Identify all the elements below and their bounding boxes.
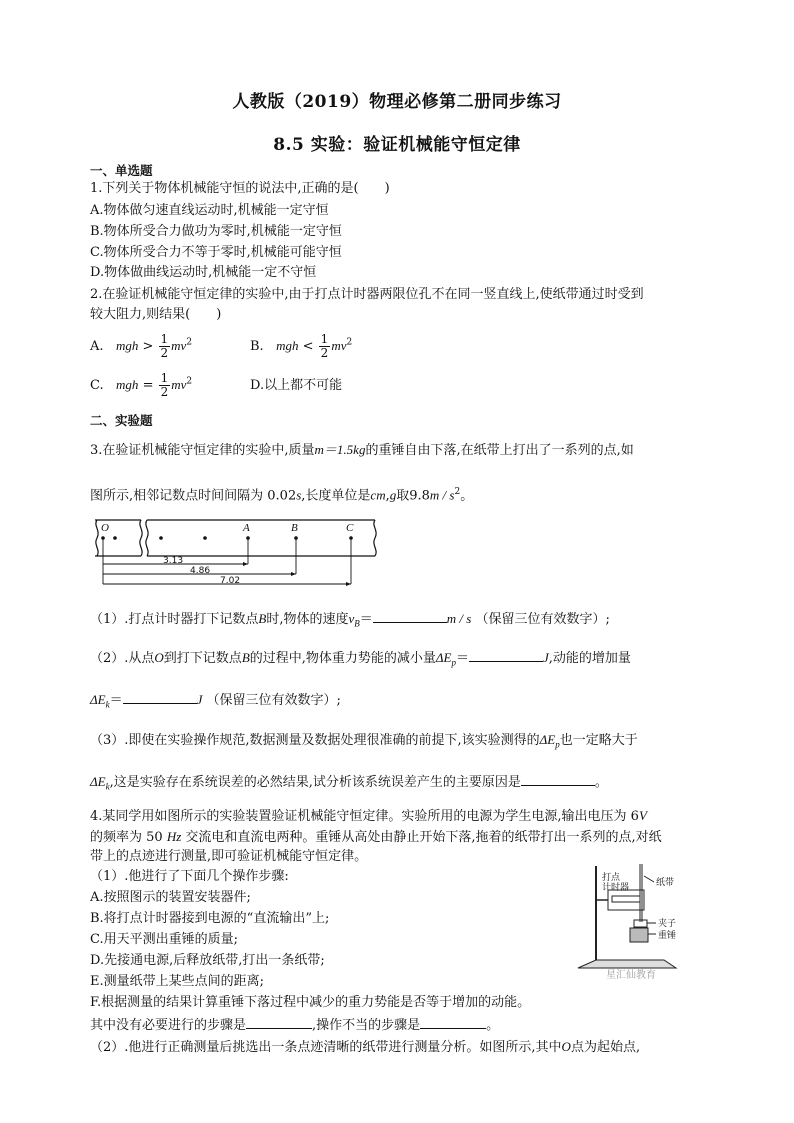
fraction-half: $\frac{1}{2}$ [160,332,169,360]
label-timer-2: 计时器 [602,883,630,893]
fraction-half: $\frac{1}{2}$ [320,332,329,360]
q4-step-a: A.按照图示的装置安装器件; [90,890,251,905]
distance-ob: 4.86 [190,566,211,576]
q1-option-b: B.物体所受合力做功为零时,机械能一定守恒 [90,224,342,239]
answer-blank[interactable] [469,649,543,662]
tape-dot [246,536,250,540]
q1-option-a: A.物体做匀速直线运动时,机械能一定守恒 [90,203,329,218]
q4-step-d: D.先接通电源,后释放纸带,打出一条纸带; [90,953,325,968]
q4-stem-line3: 带上的点迹进行测量,即可验证机械能守恒定律。 [90,849,368,864]
q2-option-b: B. mgh < $\frac{1}{2}$ $mv^2$ [250,332,353,360]
q1-stem: 1.下列关于物体机械能守恒的说法中,正确的是( ) [90,181,390,196]
q2-option-d: D.以上都不可能 [250,378,343,393]
answer-blank[interactable] [521,773,595,786]
distance-oc: 7.02 [220,576,241,586]
watermark: 星汇仙教育 [606,970,656,981]
q3-part2-line2: $\Delta E_k= J$ （保留三位有效数字）; [90,692,341,710]
q3-part2-line1: （2）.从点O到打下记数点B的过程中,物体重力势能的减小量$\Delta E_p= J$,动能的增加量 [90,650,631,668]
q2-stem-line2: 较大阻力,则结果( ) [90,307,222,322]
answer-blank[interactable] [373,610,447,623]
label-weight: 重锤 [658,931,677,941]
q4-step-e: E.测量纸带上某些点间的距离; [90,974,265,989]
q1-option-c: C.物体所受合力不等于零时,机械能可能守恒 [90,245,342,260]
label-tape: 纸带 [656,878,675,888]
tape-point-b: B [291,522,298,534]
q4-part2: （2）.他进行正确测量后挑选出一条点迹清晰的纸带进行测量分析。如图所示,其中O点为起始点, [90,1039,641,1055]
q4-step-f: F.根据测量的结果计算重锤下落过程中减少的重力势能是否等于增加的动能。 [90,995,531,1010]
q4-step-c: C.用天平测出重锤的质量; [90,932,238,947]
answer-blank[interactable] [123,691,197,704]
page-title: 人教版（2019）物理必修第二册同步练习 [232,92,562,112]
q1-option-d: D.物体做曲线运动时,机械能一定不守恒 [90,265,317,280]
q3-stem-line2: 图所示,相邻记数点时间间隔为 0.02s,长度单位是cm,g取$9.8m / s^2$。 [90,487,474,504]
q2-stem-line1: 2.在验证机械能守恒定律的实验中,由于打点计时器两限位孔不在同一竖直线上,使纸带通过时受到 [90,287,644,302]
q2-option-a: A. mgh > $\frac{1}{2}$ $mv^2$ [90,332,193,360]
q4-part1: （1）.他进行了下面几个操作步骤: [90,869,289,884]
section-experiment: 二、实验题 [90,413,153,428]
apparatus-diagram [572,860,682,982]
q4-step-b: B.将打点计时器接到电源的“直流输出”上; [90,911,330,926]
tape-point-c: C [346,522,354,534]
q2-option-c: C. mgh = $\frac{1}{2}$ $mv^2$ [90,371,193,399]
tape-dot [159,536,163,540]
tape-dot [101,536,105,540]
q3-part1: （1）.打点计时器打下记数点B时,物体的速度$v_B= m / s$ （保留三位有效数字）; [90,611,610,629]
label-timer-1: 打点 [602,873,621,883]
tape-dot [113,536,117,540]
fraction-half: $\frac{1}{2}$ [160,371,169,399]
page-subtitle: 8.5 实验：验证机械能守恒定律 [273,135,521,155]
q3-part3-line2: $\Delta E_k$,这是实验存在系统误差的必然结果,试分析该系统误差产生的主要原因是 。 [90,774,608,792]
paper-tape-diagram [93,518,383,590]
tape-dot [203,536,207,540]
tape-point-o: O [101,522,109,534]
tape-point-a: A [243,522,250,534]
label-clip: 夹子 [658,919,677,929]
tape-dot [349,536,353,540]
q4-stem-line1: 4.某同学用如图所示的实验装置验证机械能守恒定律。实验所用的电源为学生电源,输出电压为 6V [90,808,647,824]
tape-dot [294,536,298,540]
q4-stem-line2: 的频率为 50 Hz 交流电和直流电两种。重锤从高处由静止开始下落,拖着的纸带打出一系列的点,对纸 [90,829,662,845]
q3-part3-line1: （3）.即使在实验操作规范,数据测量及数据处理很准确的前提下,该实验测得的$\Delta E_p$也一定略大于 [90,732,638,750]
q4-question: 其中没有必要进行的步骤是 ,操作不当的步骤是 。 [90,1018,500,1033]
answer-blank[interactable] [420,1016,486,1029]
q3-stem-line1: 3.在验证机械能守恒定律的实验中,质量m＝1.5kg的重锤自由下落,在纸带上打出了一系列的点,如 [90,442,634,458]
distance-oa: 3.13 [163,556,184,566]
section-single-choice: 一、单选题 [90,163,153,178]
answer-blank[interactable] [246,1016,312,1029]
